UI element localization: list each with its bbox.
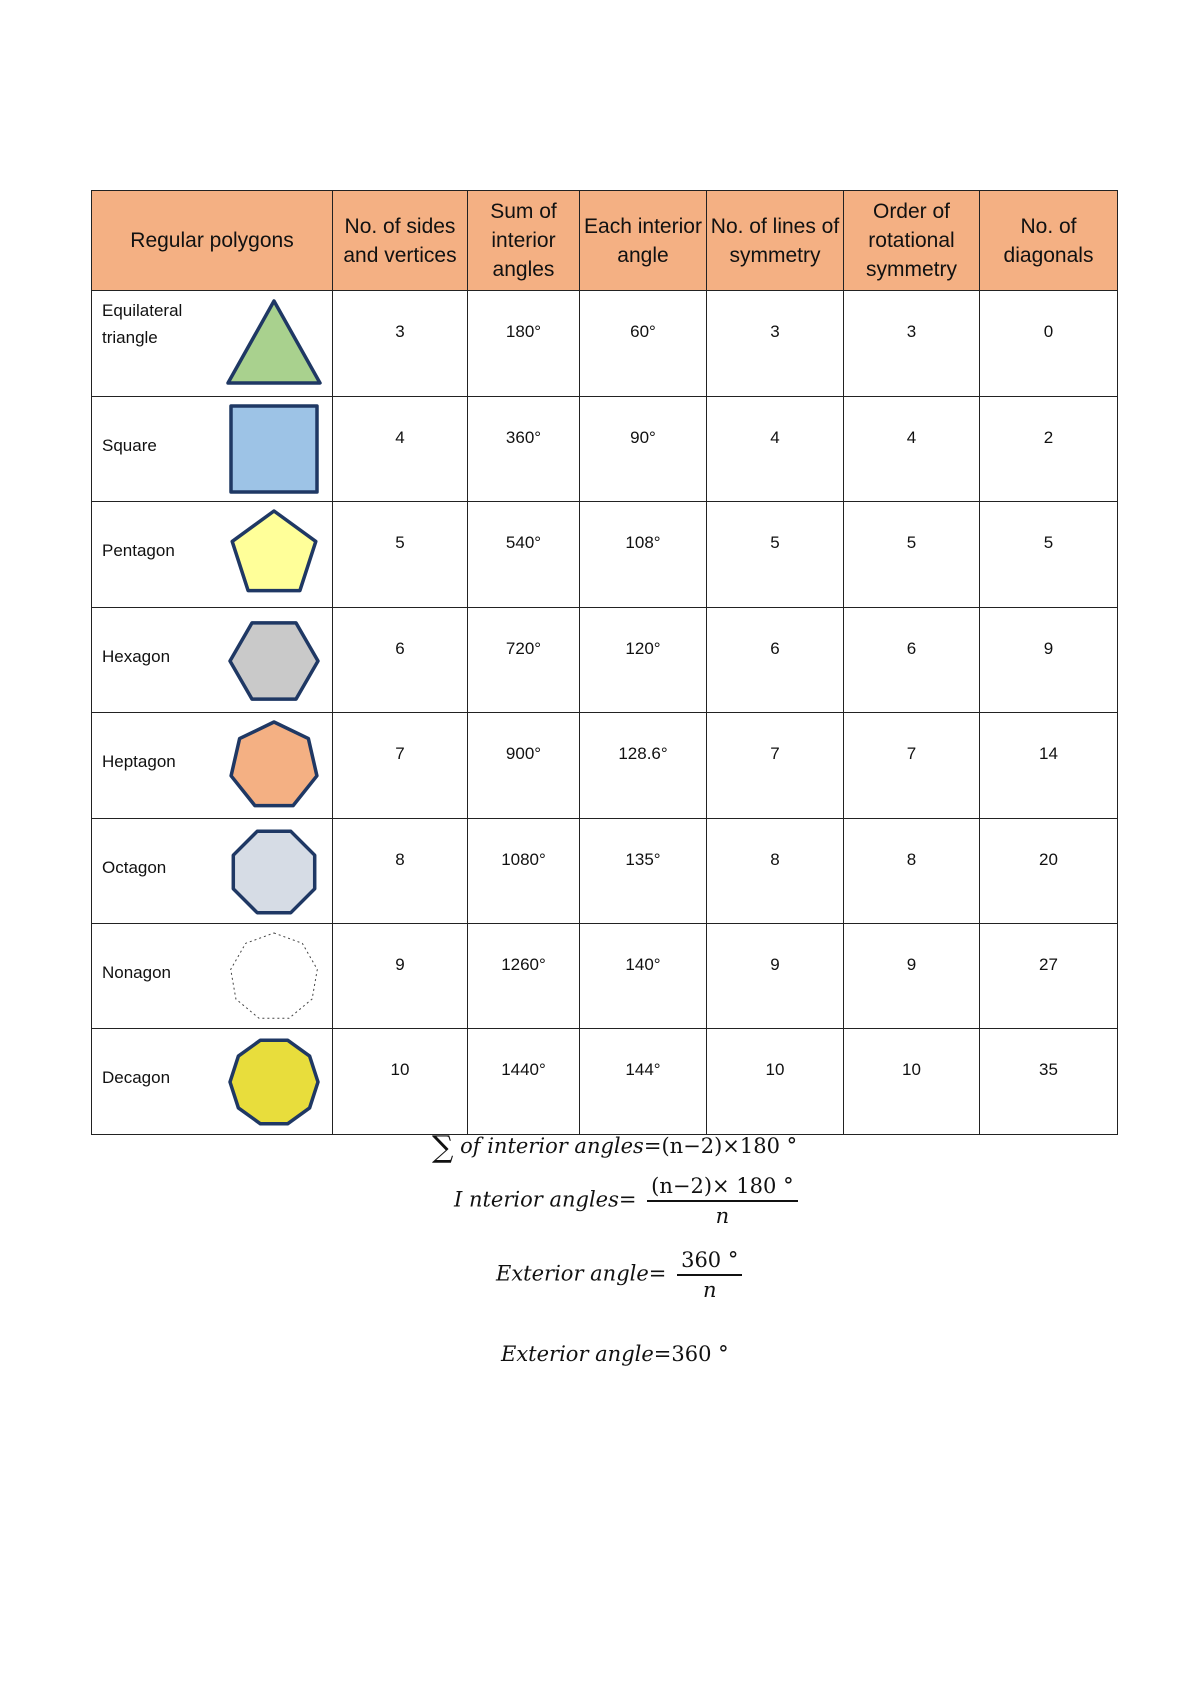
polygon-cell bbox=[92, 397, 333, 502]
cell-diagonals: 35 bbox=[980, 1029, 1118, 1135]
table-row bbox=[92, 608, 1118, 713]
cell-sum: 540° bbox=[468, 502, 580, 608]
pentagon-icon bbox=[224, 508, 324, 600]
table-row bbox=[92, 397, 1118, 502]
polygon-name: Heptagon bbox=[102, 752, 176, 771]
cell-each: 120° bbox=[580, 608, 707, 713]
cell-sum: 1080° bbox=[468, 819, 580, 924]
formula-exterior-numerator: 360 ° bbox=[677, 1248, 742, 1276]
cell-sum: 180° bbox=[468, 291, 580, 397]
cell-sides: 3 bbox=[333, 291, 468, 397]
formula-exterior-sum-lhs: Exterior angle= bbox=[501, 1342, 672, 1366]
header-lines-symmetry: No. of lines of symmetry bbox=[707, 191, 844, 291]
heptagon-icon bbox=[224, 719, 324, 811]
formula-interior-fraction bbox=[647, 1174, 797, 1228]
cell-each: 60° bbox=[580, 291, 707, 397]
square-icon bbox=[224, 403, 324, 495]
formula-interior-numerator: (n−2)× 180 ° bbox=[647, 1174, 797, 1202]
cell-sides: 9 bbox=[333, 924, 468, 1029]
cell-order: 5 bbox=[844, 502, 980, 608]
formula-exterior-lhs: Exterior angle= bbox=[496, 1261, 667, 1286]
table-row bbox=[92, 713, 1118, 819]
cell-each: 108° bbox=[580, 502, 707, 608]
table-row bbox=[92, 819, 1118, 924]
polygon-name: Hexagon bbox=[102, 647, 171, 666]
cell-lines: 6 bbox=[707, 608, 844, 713]
polygon-table bbox=[91, 190, 1118, 1135]
cell-order: 6 bbox=[844, 608, 980, 713]
header-each-interior: Each interior angle bbox=[580, 191, 707, 291]
cell-each: 90° bbox=[580, 397, 707, 502]
cell-diagonals: 9 bbox=[980, 608, 1118, 713]
formula-interior-lhs: I nterior angles= bbox=[454, 1187, 637, 1212]
polygon-cell bbox=[92, 924, 333, 1029]
cell-lines: 4 bbox=[707, 397, 844, 502]
cell-lines: 5 bbox=[707, 502, 844, 608]
cell-each: 128.6° bbox=[580, 713, 707, 819]
cell-sides: 6 bbox=[333, 608, 468, 713]
table-row bbox=[92, 502, 1118, 608]
cell-diagonals: 20 bbox=[980, 819, 1118, 924]
header-sum-interior: Sum of interior angles bbox=[468, 191, 580, 291]
cell-lines: 10 bbox=[707, 1029, 844, 1135]
formula-exterior-fraction bbox=[677, 1248, 742, 1302]
table-row bbox=[92, 924, 1118, 1029]
cell-sides: 10 bbox=[333, 1029, 468, 1135]
table-body bbox=[92, 291, 1118, 1135]
cell-sum: 1440° bbox=[468, 1029, 580, 1135]
cell-sides: 8 bbox=[333, 819, 468, 924]
cell-diagonals: 14 bbox=[980, 713, 1118, 819]
header-diagonals: No. of diagonals bbox=[980, 191, 1118, 291]
cell-lines: 7 bbox=[707, 713, 844, 819]
cell-sum: 900° bbox=[468, 713, 580, 819]
formula-exterior-sum bbox=[501, 1342, 729, 1366]
cell-sum: 720° bbox=[468, 608, 580, 713]
formula-interior bbox=[454, 1174, 798, 1228]
cell-each: 135° bbox=[580, 819, 707, 924]
formula-sum-interior bbox=[432, 1130, 797, 1165]
polygon-cell bbox=[92, 502, 333, 608]
cell-lines: 9 bbox=[707, 924, 844, 1029]
formula-exterior-denominator: n bbox=[702, 1278, 717, 1302]
cell-diagonals: 2 bbox=[980, 397, 1118, 502]
polygon-name: Equilateral triangle bbox=[102, 301, 183, 347]
polygon-name: Nonagon bbox=[102, 963, 172, 982]
cell-order: 7 bbox=[844, 713, 980, 819]
polygon-cell bbox=[92, 713, 333, 819]
cell-sides: 4 bbox=[333, 397, 468, 502]
decagon-icon bbox=[224, 1035, 324, 1127]
octagon-icon bbox=[224, 825, 324, 917]
cell-diagonals: 0 bbox=[980, 291, 1118, 397]
header-rotational-symmetry: Order of rotational symmetry bbox=[844, 191, 980, 291]
cell-sides: 7 bbox=[333, 713, 468, 819]
cell-sides: 5 bbox=[333, 502, 468, 608]
cell-sum: 360° bbox=[468, 397, 580, 502]
cell-order: 3 bbox=[844, 291, 980, 397]
polygon-cell bbox=[92, 1029, 333, 1135]
formula-interior-denominator: n bbox=[715, 1204, 730, 1228]
cell-each: 140° bbox=[580, 924, 707, 1029]
polygon-name: Pentagon bbox=[102, 541, 175, 560]
table-row bbox=[92, 291, 1118, 397]
formula-exterior-sum-rhs: 360 ° bbox=[671, 1342, 729, 1366]
formula-sum-lhs: of interior angles= bbox=[460, 1134, 662, 1158]
polygon-name: Square bbox=[102, 436, 157, 455]
cell-order: 8 bbox=[844, 819, 980, 924]
polygon-cell bbox=[92, 291, 333, 397]
table-header bbox=[92, 191, 1118, 291]
header-sides-vertices: No. of sides and vertices bbox=[333, 191, 468, 291]
polygon-name: Octagon bbox=[102, 858, 167, 877]
sigma-icon: ∑ bbox=[432, 1130, 454, 1165]
polygon-name: Decagon bbox=[102, 1068, 171, 1087]
header-regular-polygons: Regular polygons bbox=[92, 191, 333, 291]
table-row bbox=[92, 1029, 1118, 1135]
header-row bbox=[92, 191, 1118, 291]
cell-sum: 1260° bbox=[468, 924, 580, 1029]
cell-each: 144° bbox=[580, 1029, 707, 1135]
triangle-icon bbox=[224, 297, 324, 389]
polygon-cell bbox=[92, 608, 333, 713]
formula-sum-rhs: (n−2)×180 ° bbox=[661, 1134, 798, 1158]
cell-order: 9 bbox=[844, 924, 980, 1029]
cell-diagonals: 27 bbox=[980, 924, 1118, 1029]
polygon-cell bbox=[92, 819, 333, 924]
cell-order: 4 bbox=[844, 397, 980, 502]
formula-exterior bbox=[496, 1248, 742, 1302]
hexagon-icon bbox=[224, 614, 324, 706]
cell-lines: 3 bbox=[707, 291, 844, 397]
cell-diagonals: 5 bbox=[980, 502, 1118, 608]
nonagon-icon bbox=[224, 930, 324, 1022]
cell-lines: 8 bbox=[707, 819, 844, 924]
cell-order: 10 bbox=[844, 1029, 980, 1135]
